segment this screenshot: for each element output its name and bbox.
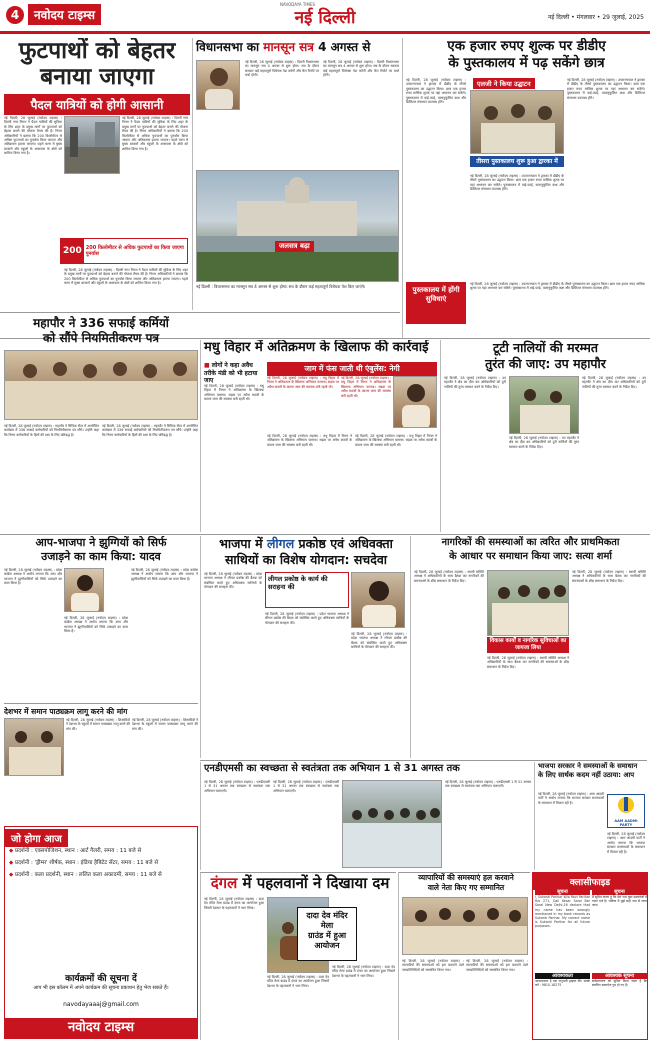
story-ndmc (200, 762, 532, 870)
headline (196, 38, 400, 56)
dateline: नई दिल्ली • मंगलवार • 29 जुलाई, 2025 (548, 14, 644, 21)
group-illustration (5, 351, 198, 420)
body-text-3: नई दिल्ली, 28 जुलाई (नवोदय टाइम्स) : स्थायी समिति अध्यक्ष ने अधिकारियों के साथ बैठक कर नागरिकों की समस्याओं के शीघ्र समाधान के निर्देश दिए। (572, 570, 646, 583)
headline (204, 340, 438, 356)
body-text-3: नई दिल्ली, 28 जुलाई (नवोदय टाइम्स) : दादा देव मंदिर मेला ग्राउंड में दंगल का आयोजन हुआ जिसमें देशभर के पहलवानों ने भाग लिया। (332, 965, 395, 978)
story-drains (440, 340, 647, 532)
headline-highlight: मानसून सत्र (263, 40, 314, 54)
photo-caption-box: तीसरा पुस्तकालय शुरू हुआ द्वारका में (470, 156, 564, 167)
body-text-2: नई दिल्ली, 28 जुलाई (नवोदय टाइम्स) : प्रदेश भाजपा अध्यक्ष ने लीगल प्रकोष्ठ की बैठक को संबोधित करते हुए अधिवक्ता साथियों के योगदान की सराहना की। (265, 612, 349, 625)
story-satya-sharma (410, 536, 647, 758)
headline-line1: आप-भाजपा ने झुग्गियों को सिर्फ (35, 536, 167, 549)
events-box (4, 826, 198, 1039)
body-text-3: नई दिल्ली, 28 जुलाई (नवोदय टाइम्स) : उपराज्यपाल ने द्वारका में डीडीए के तीसरे पुस्तकालय का उद्घाटन किया। छात्र एक हजार रुपए मासिक शुल्क पर यहां अध्ययन कर सकेंगे। पुस्तकालय में वाई-फाई, वातानुकूलित कक्ष और डिजिटल संसाधन उपलब्ध होंगे। (470, 174, 564, 192)
event-text: प्रदर्शनी : एक्सपोजिशन, स्थान : आर्ट गैलरी, समय : 11 बजे से (14, 848, 142, 854)
body-text: नई दिल्ली, 28 जुलाई (नवोदय टाइम्स) : उप महापौर ने क्षेत्र का दौरा कर अधिकारियों को टूटी नालियों की तुरंत मरम्मत करने के निर्देश दिए। (444, 376, 506, 389)
photo-caption: नई दिल्ली : विधानसभा का मानसून सत्र 4 अगस्त से शुरू होगा। सत्र के दौरान कई महत्वपूर्ण विधेयक पेश किए जाएंगे। (196, 284, 366, 289)
story-legal-cell (200, 536, 408, 758)
broom-icon (608, 795, 644, 815)
story-traders (398, 872, 530, 1040)
kicker (204, 362, 264, 385)
party-name: AAM AADMI PARTY (614, 819, 638, 827)
people-illustration (471, 91, 564, 154)
body-text: नई दिल्ली, 28 जुलाई (नवोदय टाइम्स) : प्रदेश कांग्रेस अध्यक्ष ने आरोप लगाया कि आप और भाजपा ने झुग्गीवासियों को सिर्फ उजाड़ने का काम किया है। (4, 568, 62, 586)
story-sanitation (4, 316, 198, 534)
bullet-icon: ■ (204, 362, 212, 369)
notice-body: आप भी इस कॉलम में अपने कार्यक्रम की सूचना प्रकाशन हेतु भेज सकते हैं। (33, 985, 169, 991)
photo-assembly-building (196, 170, 399, 282)
story-aap (534, 762, 647, 870)
body-text: नई दिल्ली, 28 जुलाई (नवोदय टाइम्स) : एनडीएमसी 1 से 31 अगस्त तक स्वच्छता से स्वतंत्रता तक अभियान चलाएगी। (204, 780, 270, 793)
headline: देशभर में समान पाठ्यक्रम लागू करने की मांग (4, 707, 128, 716)
masthead (0, 0, 650, 34)
photo-assembly-portrait (196, 60, 240, 110)
body-text: नई दिल्ली, 28 जुलाई (नवोदय टाइम्स) : महापौर ने सिविक सेंटर में आयोजित कार्यक्रम में 336 सफाई कर्मचारियों को नियमितीकरण पत्र सौंपे। उन्होंने कहा कि निगम कर्मचारियों के हितों की रक्षा के लिए प्रतिबद्ध है। (4, 424, 99, 437)
body-text-2: नई दिल्ली, 28 जुलाई (नवोदय टाइम्स) : दिल्ली नगर निगम ने पैदल यात्रियों की सुविधा के लिए शहर के प्रमुख मार्गों पर फुटपाथों को बेहतर बनाने की योजना तैयार की है। निगम अधिकारियों ने बताया कि 200 किलोमीटर से अधिक फुटपाथों का पुनर्वास किया जाएगा और अतिक्रमण हटाया जाएगा। पहले चरण में मुख्य बाजारों और स्कूलों के आसपास के क्षेत्रों को शामिल किया गया है। (122, 116, 188, 151)
inset-title: जाम में फंस जाती थी एंबुलेंस: नेगी (267, 362, 437, 376)
headline-line1 (204, 536, 408, 552)
inset-box (297, 907, 357, 961)
page-number: 4 (6, 6, 24, 24)
event-text: प्रदर्शनी : 'ड्रीम्स' शीर्षक, स्थान : इंडिया हैबिटेट सेंटर, समय : 11 बजे से (14, 860, 159, 866)
divider (0, 534, 650, 535)
story-library (402, 38, 647, 338)
headline-pre: विधानसभा का (196, 40, 264, 54)
divider (0, 312, 400, 313)
body-text-3: नई दिल्ली, 28 जुलाई (नवोदय टाइम्स) : प्रदेश भाजपा अध्यक्ष ने लीगल प्रकोष्ठ की बैठक को संबोधित करते हुए अधिवक्ता साथियों के योगदान की सराहना की। (351, 632, 407, 650)
person-silhouette (65, 569, 104, 612)
classifieds (532, 872, 648, 1040)
col-head: सूचना (535, 889, 590, 895)
inset-box (265, 572, 349, 608)
body-text-3: नई दिल्ली, 28 जुलाई (नवोदय टाइम्स) : दिल्ली नगर निगम ने पैदल यात्रियों की सुविधा के लिए शहर के प्रमुख मार्गों पर फुटपाथों को बेहतर बनाने की योजना तैयार की है। निगम अधिकारियों ने बताया कि 200 किलोमीटर से अधिक फुटपाथों का पुनर्वास किया जाएगा और अतिक्रमण हटाया जाएगा। पहले चरण में मुख्य बाजारों और स्कूलों के आसपास के क्षेत्रों को शामिल किया गया है। (64, 268, 188, 286)
col-head: सूचना (592, 889, 647, 895)
city-title: नई दिल्ली (294, 8, 356, 28)
body-text-2: नई दिल्ली, 28 जुलाई (नवोदय टाइम्स) : दिल्ली विधानसभा का मानसून सत्र 4 अगस्त से शुरू होगा। सत्र के दौरान सरकार कई महत्वपूर्ण विधेयक पेश करेगी और कैग रिपोर्ट पर चर्चा होगी। (323, 60, 399, 78)
headline-highlight: दंगल (210, 874, 238, 892)
photo-negi (393, 376, 437, 428)
group-illustration (5, 719, 64, 776)
party-logo (607, 794, 645, 828)
headline-line2: वाले नेता किए गए सम्मानित (427, 883, 505, 892)
photo-educators (4, 718, 64, 776)
event-item (9, 847, 193, 855)
photo-yadav (64, 568, 104, 612)
headline-post: में पहलवानों ने दिखाया दम (237, 874, 390, 892)
headline: फुटपाथों को बेहतर बनाया जाएगा (18, 38, 176, 90)
body-text-2: नई दिल्ली, 28 जुलाई (नवोदय टाइम्स) : उपराज्यपाल ने द्वारका में डीडीए के तीसरे पुस्तकालय का उद्घाटन किया। छात्र एक हजार रुपए मासिक शुल्क पर यहां अध्ययन कर सकेंगे। पुस्तकालय में वाई-फाई, वातानुकूलित कक्ष और डिजिटल संसाधन उपलब्ध होंगे। (567, 78, 645, 100)
body-text-4: नई दिल्ली, 28 जुलाई (नवोदय टाइम्स) : उपराज्यपाल ने द्वारका में डीडीए के तीसरे पुस्तकालय का उद्घाटन किया। छात्र एक हजार रुपए मासिक शुल्क पर यहां अध्ययन कर सकेंगे। पुस्तकालय में वाई-फाई, वातानुकूलित कक्ष और डिजिटल संसाधन उपलब्ध होंगे। (470, 282, 645, 291)
ad-box-2 (592, 973, 647, 1035)
headline-line1: महापौर ने 336 सफाई कर्मियों (33, 316, 169, 330)
body-text-2: नई दिल्ली, 28 जुलाई (नवोदय टाइम्स) : एनडीएमसी 1 से 31 अगस्त तक स्वच्छता से स्वतंत्रता तक अभियान चलाएगी। (273, 780, 339, 793)
story-assembly (192, 38, 400, 310)
ad-text: सर्वसाधारण को सूचित किया जाता है कि संबंधित दस्तावेज गुम हो गए हैं। (592, 979, 647, 988)
body-text: नई दिल्ली, 28 जुलाई (नवोदय टाइम्स) : शिक्षाविदों ने देशभर के स्कूलों में समान पाठ्यक्रम लागू करने की मांग की। (66, 718, 130, 731)
class-col1 (535, 889, 590, 969)
badge-text: 200 किलोमीटर से अधिक फुटपाथों का किया जाएगा पुनर्वास (85, 245, 184, 257)
paper-name: नवोदय टाइम्स (28, 4, 101, 25)
inset-text-2: नई दिल्ली, 28 जुलाई (नवोदय टाइम्स) : मधु विहार में निगम ने अतिक्रमण के खिलाफ अभियान चलाया। सड़क पर अवैध कब्जों के कारण जाम की समस्या बनी रहती थी। (341, 376, 391, 398)
body-text-2: नई दिल्ली, 28 जुलाई (नवोदय टाइम्स) : मधु विहार में निगम ने अतिक्रमण के खिलाफ अभियान चलाया। सड़क पर अवैध कब्जों के कारण जाम की समस्या बनी रहती थी। (267, 434, 352, 447)
body-text-2: नई दिल्ली, 28 जुलाई (नवोदय टाइम्स) : महापौर ने सिविक सेंटर में आयोजित कार्यक्रम में 336 सफाई कर्मचारियों को नियमितीकरण पत्र सौंपे। उन्होंने कहा कि निगम कर्मचारियों के हितों की रक्षा के लिए प्रतिबद्ध है। (102, 424, 198, 437)
headline (204, 873, 396, 893)
events-title: जो होगा आज (5, 829, 68, 847)
headline-highlight: लीगल (266, 536, 295, 551)
body-text-3: नई दिल्ली, 28 जुलाई (नवोदय टाइम्स) : उप महापौर ने क्षेत्र का दौरा कर अधिकारियों को टूटी नालियों की तुरंत मरम्मत करने के निर्देश दिए। (582, 376, 646, 389)
event-bullet-icon: ◆ (9, 848, 15, 854)
headline-pre: भाजपा में (219, 536, 267, 551)
divider (200, 760, 647, 761)
body-text: नई दिल्ली, 28 जुलाई (नवोदय टाइम्स) : व्यापारियों की समस्याओं को हल करवाने वाले जनप्रतिनिधियों को सम्मानित किया गया। (402, 959, 464, 972)
photo-tag: एलजी ने किया उद्घाटन (473, 78, 535, 89)
events-list (9, 847, 193, 883)
body-text-2: नई दिल्ली, 28 जुलाई (नवोदय टाइम्स) : स्थायी समिति अध्यक्ष ने अधिकारियों के साथ बैठक कर नागरिकों की समस्याओं के शीघ्र समाधान के निर्देश दिए। (487, 656, 569, 669)
body-text-2: नई दिल्ली, 28 जुलाई (नवोदय टाइम्स) : आम आदमी पार्टी ने आरोप लगाया कि भाजपा सरकार समस्याओं के समाधान में विफल रही है। (607, 832, 645, 854)
body-text-2: नई दिल्ली, 28 जुलाई (नवोदय टाइम्स) : व्यापारियों की समस्याओं को हल करवाने वाले जनप्रतिनिधियों को सम्मानित किया गया। (466, 959, 528, 972)
event-bullet-icon: ◆ (9, 860, 15, 866)
body-text: नई दिल्ली, 28 जुलाई (नवोदय टाइम्स) : प्रदेश भाजपा अध्यक्ष ने लीगल प्रकोष्ठ की बैठक को संबोधित करते हुए अधिवक्ता साथियों के योगदान की सराहना की। (204, 572, 262, 590)
photo-illustration (65, 117, 120, 174)
photo-traders (402, 897, 528, 955)
body-text: नई दिल्ली, 28 जुलाई (नवोदय टाइम्स) : दिल्ली विधानसभा का मानसून सत्र 4 अगस्त से शुरू होगा। सत्र के दौरान सरकार कई महत्वपूर्ण विधेयक पेश करेगी और कैग रिपोर्ट पर चर्चा होगी। (245, 60, 319, 78)
headline-post: प्रकोष्ठ एवं अधिवक्ता (294, 536, 393, 551)
body-text: नई दिल्ली, 28 जुलाई (नवोदय टाइम्स) : आम आदमी पार्टी ने आरोप लगाया कि भाजपा सरकार समस्याओं के समाधान में विफल रही है। (538, 792, 604, 805)
headline-line1: व्यापारियों की समस्याएं हल करवाने (418, 873, 514, 882)
subhead: पैदल यात्रियों को होगी आसानी (4, 94, 190, 115)
headline-line2: तुरंत की जाए: उप महापौर (485, 356, 606, 371)
photo-tag: विकास कार्यों व नागरिक सुविधाओं का जायजा लिया (487, 637, 569, 653)
headline-line2: के लिए सार्थक कदम नहीं उठाया: आप (538, 771, 635, 779)
person-silhouette (394, 377, 437, 428)
paper-small: NAVODAYA TIMES (280, 2, 316, 7)
people-illustration (510, 377, 579, 434)
headline-line2: को सौंपे नियमितीकरण पत्र (42, 331, 160, 345)
headline-post: 4 अगस्त से (313, 40, 371, 54)
body-text-2: नई दिल्ली, 28 जुलाई (नवोदय टाइम्स) : दादा देव मंदिर मेला ग्राउंड में दंगल का आयोजन हुआ जिसमें देशभर के पहलवानों ने भाग लिया। (267, 975, 329, 988)
headline-line2: के पुस्तकालय में पढ़ सकेंगे छात्र (448, 55, 605, 71)
headline-line1: एक हजार रुपए शुल्क पर डीडीए (447, 38, 606, 54)
group-illustration (343, 781, 442, 868)
photo-ndmc (342, 780, 442, 868)
classifieds-title: क्लासीफाइड (533, 873, 647, 890)
body-text: नई दिल्ली, 28 जुलाई (नवोदय टाइम्स) : दादा देव मंदिर मेला ग्राउंड में दंगल का आयोजन हुआ जिसमें देशभर के पहलवानों ने भाग लिया। (204, 897, 264, 910)
people-illustration (488, 571, 569, 636)
inset-line2: ग्राउंड में हुआ आयोजन (307, 931, 347, 950)
body-text-2: नई दिल्ली, 28 जुलाई (नवोदय टाइम्स) : शिक्षाविदों ने देशभर के स्कूलों में समान पाठ्यक्रम लागू करने की मांग की। (132, 718, 198, 731)
body-text: नई दिल्ली, 28 जुलाई (नवोदय टाइम्स) : मधु विहार में निगम ने अतिक्रमण के खिलाफ अभियान चलाया। सड़क पर अवैध कब्जों के कारण जाम की समस्या बनी रहती थी। (204, 384, 264, 402)
body-text-3: नई दिल्ली, 28 जुलाई (नवोदय टाइम्स) : मधु विहार में निगम ने अतिक्रमण के खिलाफ अभियान चलाया। सड़क पर अवैध कब्जों के कारण जाम की समस्या बनी रहती थी। (355, 434, 437, 447)
ad-text: आवश्यकता है एक अनुभवी ड्राइवर की। संपर्क करें : 9810-16275 (535, 979, 590, 988)
photo-footpath (64, 116, 120, 174)
person-silhouette (352, 573, 405, 628)
photo-library (470, 90, 564, 154)
story-curriculum (4, 703, 198, 823)
body-text-2: नई दिल्ली, 28 जुलाई (नवोदय टाइम्स) : प्रदेश कांग्रेस अध्यक्ष ने आरोप लगाया कि आप और भाजपा ने झुग्गीवासियों को सिर्फ उजाड़ने का काम किया है। (64, 616, 128, 634)
headline-line2: साथियों का विशेष योगदान: सचदेवा (224, 552, 388, 567)
body-text-3: नई दिल्ली, 28 जुलाई (नवोदय टाइम्स) : प्रदेश कांग्रेस अध्यक्ष ने आरोप लगाया कि आप और भाजपा ने झुग्गीवासियों को सिर्फ उजाड़ने का काम किया है। (131, 568, 198, 581)
col-text: मैं सूचित करता हूं कि मेरा नाम कुछ दस्तावेजों में गलत दर्ज है। भविष्य में मुझे सही नाम से जाना जाए। (592, 895, 647, 908)
body-text-2: नई दिल्ली, 28 जुलाई (नवोदय टाइम्स) : उप महापौर ने क्षेत्र का दौरा कर अधिकारियों को टूटी नालियों की तुरंत मरम्मत करने के निर्देश दिए। (509, 436, 579, 449)
person-silhouette (197, 61, 240, 110)
footer-brand: नवोदय टाइम्स (5, 1018, 197, 1038)
headline-line1: नागरिकों की समस्याओं का त्वरित और प्राथमिकता (441, 537, 620, 548)
photo-inspection (487, 570, 569, 636)
story-dangal (200, 872, 396, 1040)
story-encroachment (200, 340, 438, 532)
headline-line2: उजाड़ने का काम किया: यादव (41, 550, 161, 563)
notice-title: कार्यक्रमों की सूचना दें (65, 974, 137, 984)
stat-badge (60, 238, 188, 264)
headline: एनडीएमसी का स्वच्छता से स्वतंत्रता तक अभियान 1 से 31 अगस्त तक (204, 763, 460, 774)
col-text: I, Sukanti Parihar W/o Ravi Parihar R/o 271, Gali Kesar Sarai Ber Sarai New Delhi-16 declare that my name has been wrongly mentioned in my bank records as Sukanti Parihar. My correct name is Sukanti Parihar for all future purposes. (535, 895, 590, 929)
notice-email[interactable]: navodayaaaj@gmail.com (63, 1001, 139, 1008)
ad-title: आवश्यकता (535, 973, 590, 979)
photo-sachdeva (351, 572, 405, 628)
inset-text: लीगल प्रकोष्ठ के कार्य की सराहना की (268, 575, 328, 591)
building-illustration (197, 171, 399, 282)
inset-text: नई दिल्ली, 28 जुलाई (नवोदय टाइम्स) : मधु विहार में निगम ने अतिक्रमण के खिलाफ अभियान चलाया। सड़क पर अवैध कब्जों के कारण जाम की समस्या बनी रहती थी। (267, 376, 339, 389)
event-item (9, 871, 193, 879)
badge-number: 200 (61, 239, 84, 263)
headline-line2: के आधार पर समाधान किया जाए: सत्या शर्मा (449, 551, 612, 562)
event-text: प्रदर्शनी : कला प्रदर्शनी, स्थान : ललित कला अकादमी, समय : 11 बजे से (14, 872, 162, 878)
class-col2 (592, 889, 647, 969)
body-text: नई दिल्ली, 28 जुलाई (नवोदय टाइम्स) : दिल्ली नगर निगम ने पैदल यात्रियों की सुविधा के लिए शहर के प्रमुख मार्गों पर फुटपाथों को बेहतर बनाने की योजना तैयार की है। निगम अधिकारियों ने बताया कि 200 किलोमीटर से अधिक फुटपाथों का पुनर्वास किया जाएगा और अतिक्रमण हटाया जाएगा। पहले चरण में मुख्य बाजारों और स्कूलों के आसपास के क्षेत्रों को शामिल किया गया है। (4, 116, 62, 156)
event-item (9, 859, 193, 867)
headline-line1: टूटी नालियों की मरम्मत (492, 340, 599, 355)
headline-text: मधु विहार में अतिक्रमण के खिलाफ की कार्रवाई (204, 340, 429, 355)
photo-mayor (4, 350, 198, 420)
body-text: नई दिल्ली, 28 जुलाई (नवोदय टाइम्स) : स्थायी समिति अध्यक्ष ने अधिकारियों के साथ बैठक कर नागरिकों की समस्याओं के शीघ्र समाधान के निर्देश दिए। (414, 570, 484, 583)
group-illustration (403, 898, 528, 955)
story-slums (4, 536, 198, 700)
ad-box-1 (535, 973, 590, 1035)
body-text: नई दिल्ली, 28 जुलाई (नवोदय टाइम्स) : उपराज्यपाल ने द्वारका में डीडीए के तीसरे पुस्तकालय का उद्घाटन किया। छात्र एक हजार रुपए मासिक शुल्क पर यहां अध्ययन कर सकेंगे। पुस्तकालय में वाई-फाई, वातानुकूलित कक्ष और डिजिटल संसाधन उपलब्ध होंगे। (406, 78, 466, 105)
photo-tag: जलसत्र बढ़ा (275, 241, 314, 252)
kicker-text: लोगों ने कहा अवैध तरीके मंडी को भी हटाया जाए (204, 362, 258, 384)
inset-line1: दादा देव मंदिर मेला (306, 911, 348, 930)
photo-deputy-mayor (509, 376, 579, 434)
side-tag: पुस्तकालय में होंगी सुविधाएं (406, 282, 466, 324)
headline-line1: भाजपा सरकार ने समस्याओं के समाधान (538, 762, 638, 770)
story-footpaths (4, 38, 190, 310)
ad-title: आवश्यक सूचना (592, 973, 647, 979)
event-bullet-icon: ◆ (9, 872, 15, 878)
body-text-3: नई दिल्ली, 28 जुलाई (नवोदय टाइम्स) : एनडीएमसी 1 से 31 अगस्त तक स्वच्छता से स्वतंत्रता तक अभियान चलाएगी। (445, 780, 531, 789)
